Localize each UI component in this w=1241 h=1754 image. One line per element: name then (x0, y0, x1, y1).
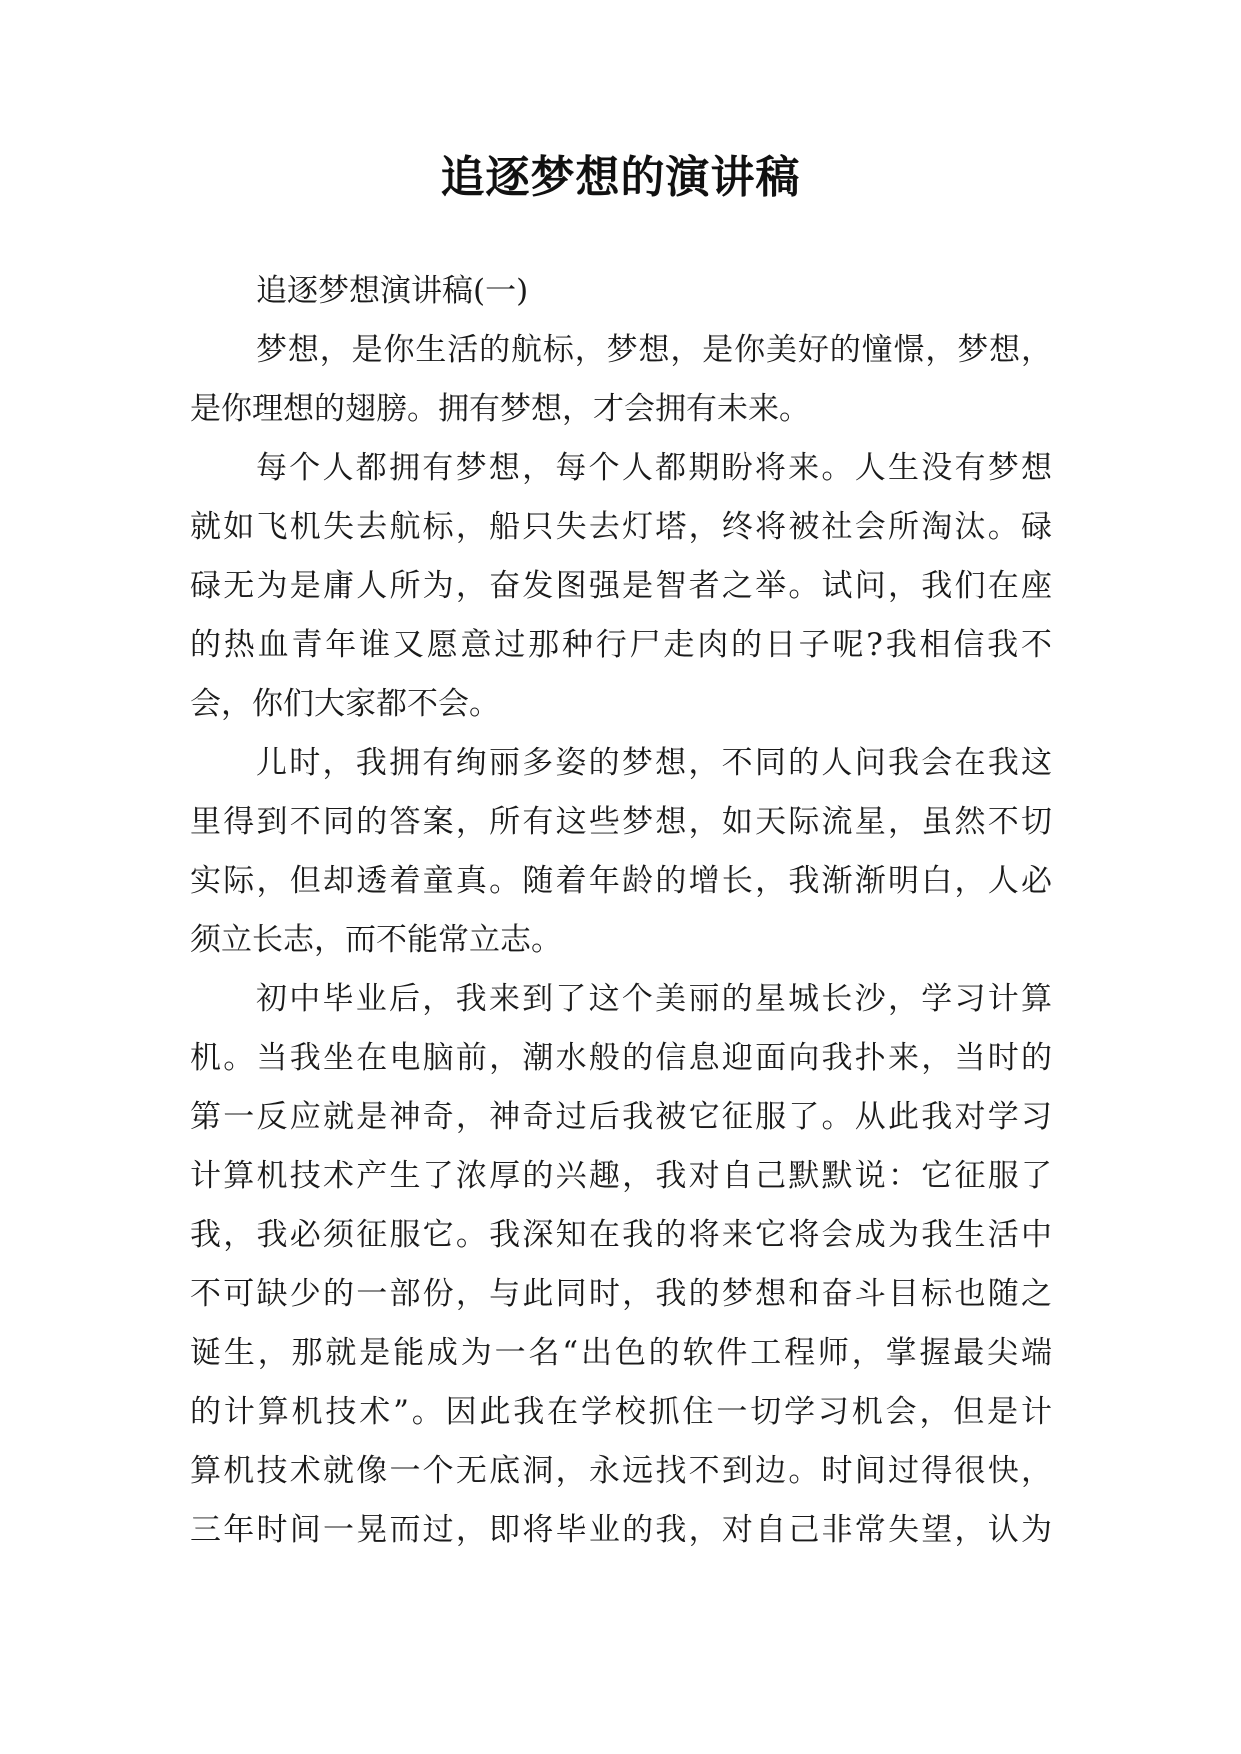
paragraph-line: 碌无为是庸人所为，奋发图强是智者之举。试问，我们在座 (190, 568, 1052, 604)
paragraph-line: 诞生，那就是能成为一名“出色的软件工程师，掌握最尖端 (190, 1335, 1052, 1371)
paragraph-line: 计算机技术产生了浓厚的兴趣，我对自己默默说：它征服了 (190, 1158, 1052, 1194)
paragraph-line: 初中毕业后，我来到了这个美丽的星城长沙，学习计算 (256, 981, 1052, 1017)
paragraph-line: 我，我必须征服它。我深知在我的将来它将会成为我生活中 (190, 1217, 1052, 1253)
paragraph-line: 算机技术就像一个无底洞，永远找不到边。时间过得很快， (190, 1453, 1052, 1489)
section-heading: 追逐梦想演讲稿(一) (256, 273, 529, 309)
paragraph-line: 每个人都拥有梦想，每个人都期盼将来。人生没有梦想 (256, 450, 1052, 486)
page-title: 追逐梦想的演讲稿 (440, 152, 801, 203)
paragraph-line: 不可缺少的一部份，与此同时，我的梦想和奋斗目标也随之 (190, 1276, 1052, 1312)
paragraph-line: 梦想，是你生活的航标，梦想，是你美好的憧憬，梦想， (256, 332, 1052, 368)
paragraph-line: 里得到不同的答案，所有这些梦想，如天际流星，虽然不切 (190, 804, 1052, 840)
document-body (190, 262, 1052, 1560)
paragraph-line: 机。当我坐在电脑前，潮水般的信息迎面向我扑来，当时的 (190, 1040, 1052, 1076)
paragraph-line: 须立长志，而不能常立志。 (190, 922, 562, 958)
paragraph-line: 实际，但却透着童真。随着年龄的增长，我渐渐明白，人必 (190, 863, 1052, 899)
paragraph-line: 第一反应就是神奇，神奇过后我被它征服了。从此我对学习 (190, 1099, 1052, 1135)
paragraph-line: 是你理想的翅膀。拥有梦想，才会拥有未来。 (190, 391, 810, 427)
paragraph-line: 的计算机技术”。因此我在学校抓住一切学习机会，但是计 (190, 1394, 1052, 1430)
paragraph-line: 三年时间一晃而过，即将毕业的我，对自己非常失望，认为 (190, 1512, 1052, 1548)
paragraph-line: 就如飞机失去航标，船只失去灯塔，终将被社会所淘汰。碌 (190, 509, 1052, 545)
paragraph-line: 的热血青年谁又愿意过那种行尸走肉的日子呢?我相信我不 (190, 627, 1052, 663)
paragraph-line: 儿时，我拥有绚丽多姿的梦想，不同的人问我会在我这 (256, 745, 1052, 781)
paragraph-line: 会，你们大家都不会。 (190, 686, 500, 722)
